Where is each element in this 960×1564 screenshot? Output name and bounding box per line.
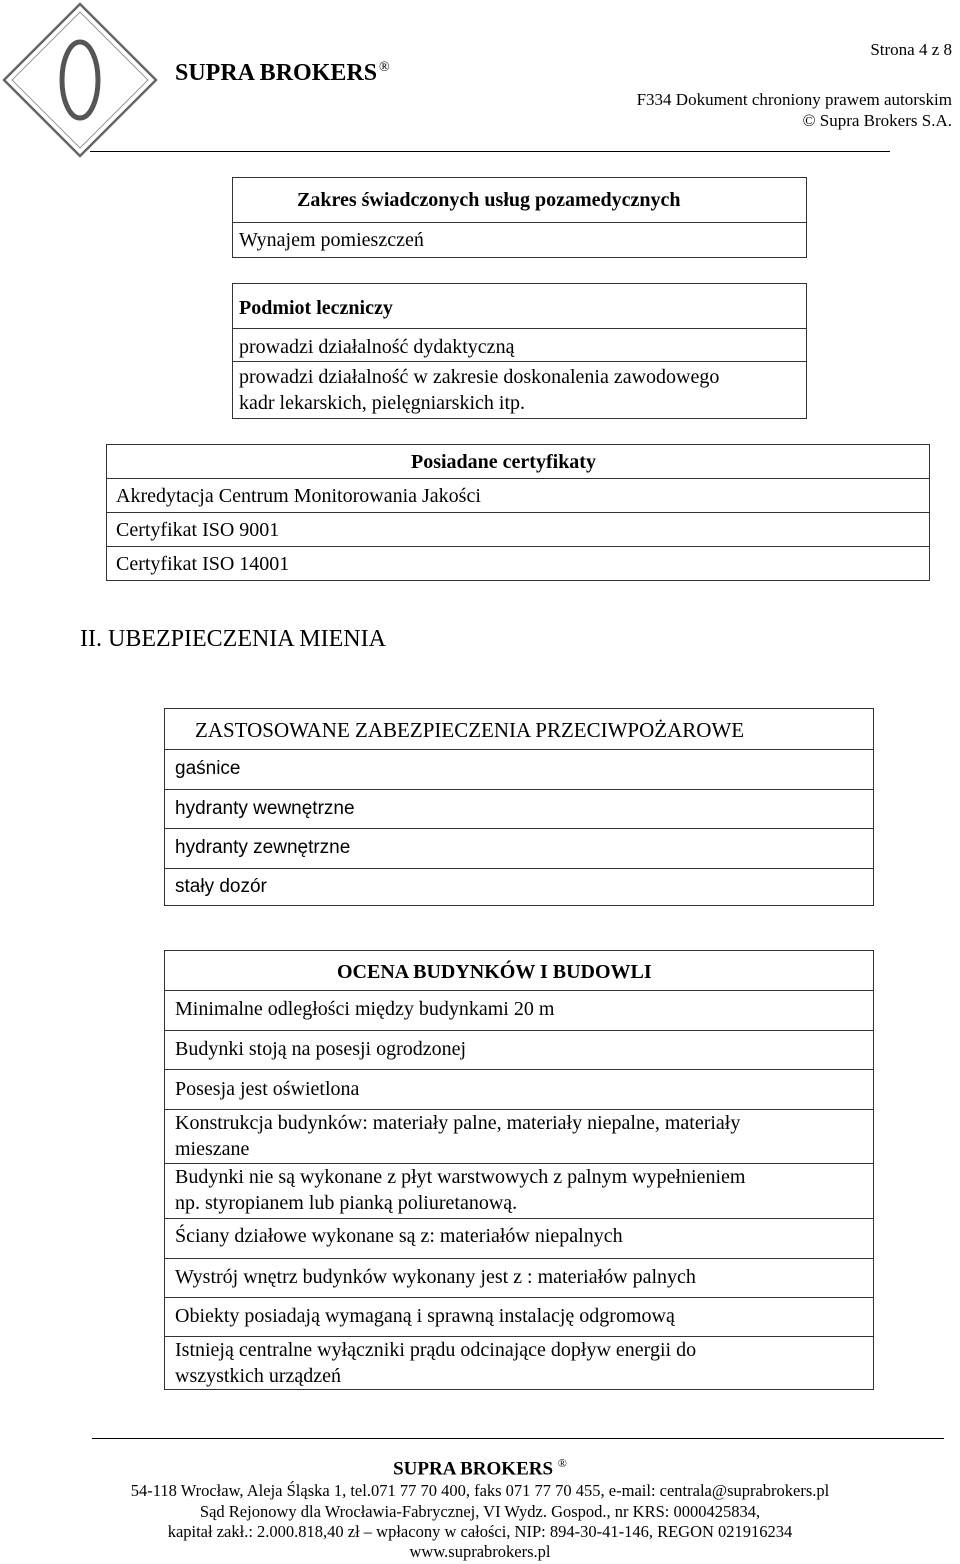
copyright-owner: © Supra Brokers S.A. — [802, 111, 952, 130]
certificate-row — [107, 478, 929, 512]
building-row-text: Obiekty posiadają wymaganą i sprawną instalację odgromową — [175, 1305, 675, 1327]
entity-table — [232, 283, 807, 419]
fire-protection-table — [164, 708, 874, 906]
fire-protection-row — [165, 828, 873, 868]
certificate-row — [107, 512, 929, 546]
fire-protection-title: ZASTOSOWANE ZABEZPIECZENIA PRZECIWPOŻAROWE — [195, 718, 745, 742]
footer-capital-tax: kapitał zakł.: 2.000.818,40 zł – wpłacony w całości, NIP: 894-30-41-146, REGON 021916234 — [167, 1522, 793, 1541]
section-title: II. UBEZPIECZENIA MIENIA — [80, 626, 386, 652]
fire-protection-text: hydranty zewnętrzne — [175, 837, 351, 858]
footer-brand: SUPRA BROKERS ® — [393, 1456, 567, 1480]
certificate-text: Certyfikat ISO 14001 — [116, 553, 290, 575]
building-row — [165, 1109, 873, 1163]
building-row-text: Minimalne odległości między budynkami 20 m — [175, 998, 555, 1020]
building-row-text: np. styropianem lub pianką poliuretanową. — [175, 1192, 518, 1214]
building-row-text: Wystrój wnętrz budynków wykonany jest z : materiałów palnych — [175, 1266, 696, 1288]
building-row-text: Ściany działowe wykonane są z: materiałów niepalnych — [175, 1225, 623, 1247]
building-row — [165, 1258, 873, 1297]
fire-protection-row — [165, 749, 873, 789]
fire-protection-text: hydranty wewnętrzne — [175, 798, 355, 819]
building-row-text: mieszane — [175, 1138, 250, 1160]
brand-name: SUPRA BROKERS ® — [175, 60, 390, 86]
building-row-text: Konstrukcja budynków: materiały palne, materiały niepalne, materiały — [175, 1112, 741, 1134]
certificate-text: Akredytacja Centrum Monitorowania Jakości — [116, 485, 481, 507]
building-row-text: Istnieją centralne wyłączniki prądu odcinające dopływ energii do — [175, 1339, 697, 1361]
services-title: Zakres świadczonych usług pozamedycznych — [297, 189, 681, 211]
certificates-title: Posiadane certyfikaty — [411, 451, 596, 473]
fire-protection-row — [165, 868, 873, 906]
building-row — [165, 1218, 873, 1258]
building-assessment-title: OCENA BUDYNKÓW I BUDOWLI — [337, 961, 652, 983]
fire-protection-text: stały dozór — [175, 876, 267, 897]
building-row-text: wszystkich urządzeń — [175, 1365, 342, 1387]
building-row-text: Budynki nie są wykonane z płyt warstwowych z palnym wypełnieniem — [175, 1166, 746, 1188]
services-row — [233, 222, 806, 258]
fire-protection-text: gaśnice — [175, 758, 241, 779]
fire-protection-row — [165, 789, 873, 828]
building-row — [165, 990, 873, 1030]
building-row — [165, 1163, 873, 1218]
entity-title: Podmiot leczniczy — [239, 297, 393, 319]
certificate-text: Certyfikat ISO 9001 — [116, 519, 280, 541]
copyright-notice: F334 Dokument chroniony prawem autorskim — [636, 90, 952, 109]
header-divider — [90, 151, 890, 152]
entity-row — [233, 361, 806, 419]
building-row — [165, 1336, 873, 1390]
entity-row-text: prowadzi działalność w zakresie doskonalenia zawodowego — [239, 366, 720, 388]
building-row-text: Posesja jest oświetlona — [175, 1078, 360, 1100]
entity-row-text: kadr lekarskich, pielęgniarskich itp. — [239, 392, 526, 414]
building-row-text: Budynki stoją na posesji ogrodzonej — [175, 1038, 467, 1060]
certificate-row — [107, 546, 929, 580]
footer-court-registry: Sąd Rejonowy dla Wrocławia-Fabrycznej, VI Wydz. Gospod., nr KRS: 0000425834, — [199, 1502, 761, 1521]
footer-address: 54-118 Wrocław, Aleja Śląska 1, tel.071 77 70 400, faks 071 77 70 455, e-mail: centrala@suprabrokers.pl — [130, 1481, 830, 1500]
company-logo — [0, 0, 160, 160]
entity-row-text: prowadzi działalność dydaktyczną — [239, 336, 515, 358]
building-row — [165, 1030, 873, 1069]
page-number: Strona 4 z 8 — [870, 40, 952, 59]
footer-website: www.suprabrokers.pl — [409, 1542, 551, 1561]
footer-divider — [92, 1438, 944, 1439]
building-row — [165, 1069, 873, 1109]
building-assessment-table — [164, 950, 874, 1390]
entity-row — [233, 328, 806, 361]
services-table — [232, 177, 807, 258]
building-row — [165, 1297, 873, 1336]
certificates-table — [106, 444, 930, 581]
services-row-text: Wynajem pomieszczeń — [239, 229, 424, 251]
